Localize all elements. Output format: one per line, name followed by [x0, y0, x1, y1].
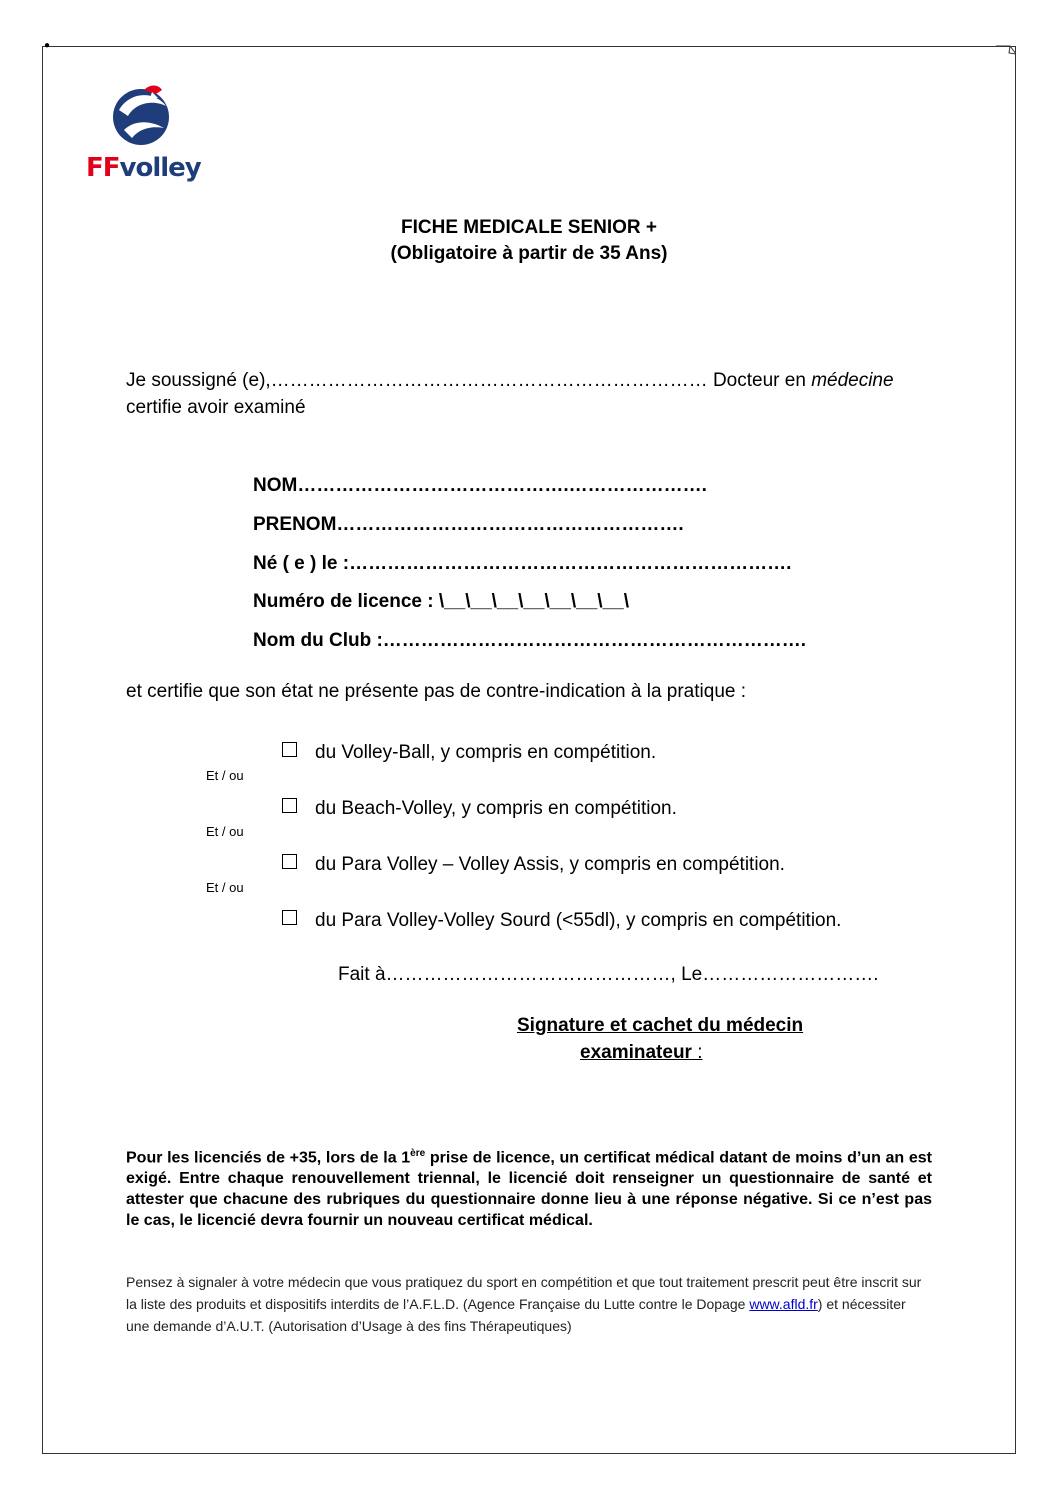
et-ou-label: Et / ou — [206, 768, 244, 783]
birthdate-field[interactable]: Né ( e ) le :……………………………………………………………. — [253, 553, 792, 574]
et-ou-label: Et / ou — [206, 880, 244, 895]
page-fold-icon — [996, 44, 1016, 60]
pin-icon: ● — [44, 40, 51, 51]
et-ou-label: Et / ou — [206, 824, 244, 839]
option-para-volley-sourd[interactable]: du Para Volley-Volley Sourd (<55dl), y compris en compétition. — [282, 910, 841, 932]
advice-paragraph: Pensez à signaler à votre médecin que vous pratiquez du sport en compétition et que tout traitement prescrit peut être inscrit sur la liste des produits et dispositifs interdits de l’A.F.L.D. (Agence Française du Lutte contre le Dopage www.afld.fr) et nécessiter une demande d’A.U.T. (Autorisation d’Usage à des fins Thérapeutiques) — [126, 1274, 922, 1334]
intro-line: Je soussigné (e),…………………………………………………………… Docteur en médecine — [126, 370, 894, 391]
checkbox-icon[interactable] — [282, 910, 297, 925]
licence-number-field[interactable]: Numéro de licence : \__\__\__\__\__\__\__\ — [253, 591, 630, 612]
nom-field[interactable]: NOM…………………………………….…………………. — [253, 475, 707, 496]
intro-line-2: certifie avoir examiné — [126, 397, 306, 418]
signature-label: Signature et cachet du médecin — [517, 1015, 804, 1036]
checkbox-icon[interactable] — [282, 798, 297, 813]
page-title: FICHE MEDICALE SENIOR + — [401, 217, 657, 238]
page-subtitle: (Obligatoire à partir de 35 Ans) — [390, 243, 668, 264]
checkbox-icon[interactable] — [282, 854, 297, 869]
option-para-volley-assis[interactable]: du Para Volley – Volley Assis, y compris en compétition. — [282, 854, 785, 876]
signature-label-2: examinateur : — [580, 1042, 703, 1063]
certifie-text: et certifie que son état ne présente pas de contre-indication à la pratique : — [126, 681, 747, 702]
option-beach-volley[interactable]: du Beach-Volley, y compris en compétition. — [282, 798, 677, 820]
fait-a-field[interactable]: Fait à………………………………………, Le………………………. — [338, 964, 879, 985]
afld-link[interactable]: www.afld.fr — [749, 1296, 818, 1312]
ffvolley-logo-text: FFvolley — [86, 153, 201, 183]
club-name-field[interactable]: Nom du Club :…………………………………………………………. — [253, 630, 807, 651]
notice-paragraph: Pour les licenciés de +35, lors de la 1ère prise de licence, un certificat médical datant de moins d’un an est exigé. Entre chaque renouvellement triennal, le licencié doit renseigner un questionnaire de santé et attester que chacune des rubriques du questionnaire donne lieu à une réponse négative. Si ce n’est pas le cas, le licencié devra fournir un nouveau certificat médical. — [126, 1148, 932, 1230]
prenom-field[interactable]: PRENOM………………………………………………. — [253, 514, 684, 535]
checkbox-icon[interactable] — [282, 742, 297, 757]
option-volley-ball[interactable]: du Volley-Ball, y compris en compétition. — [282, 742, 656, 764]
